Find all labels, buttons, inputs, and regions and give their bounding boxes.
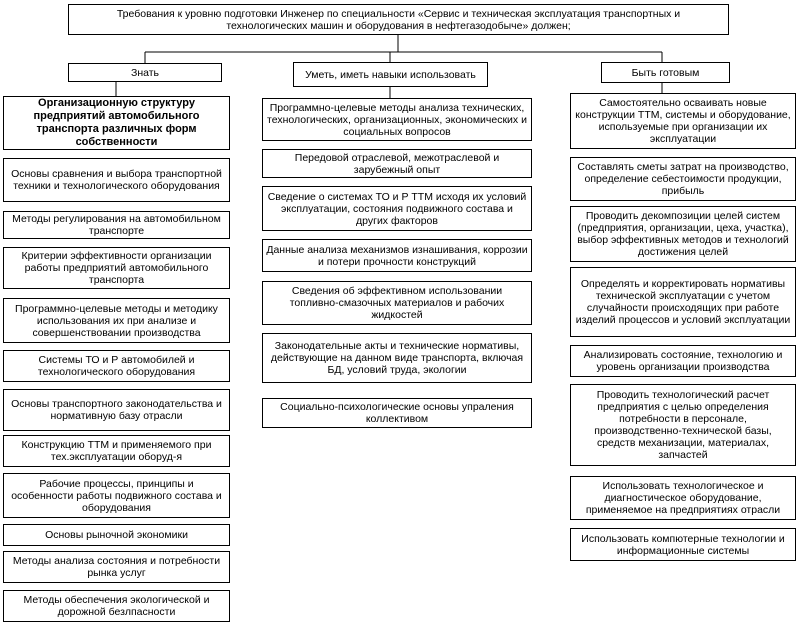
know-item: Системы ТО и Р автомобилей и технологического оборудования xyxy=(3,350,230,382)
know-item: Основы рыночной экономики xyxy=(3,524,230,546)
ready-item: Использовать компютерные технологии и информационные системы xyxy=(570,528,796,561)
able-item: Данные анализа механизмов изнашивания, коррозии и потери прочности конструкций xyxy=(262,239,532,272)
header-ready: Быть готовым xyxy=(601,62,730,83)
ready-item: Проводить декомпозиции целей систем (предприятия, организации, цеха, участка), выбор эффективных методов и технологий достижения целей xyxy=(570,206,796,262)
ready-item: Самостоятельно осваивать новые конструкции ТТМ, системы и оборудование, используемые при организации их эксплуатации xyxy=(570,93,796,149)
able-item: Социально-психологические основы упраления коллективом xyxy=(262,398,532,428)
ready-item: Анализировать состояние, технологию и уровень организации производства xyxy=(570,345,796,377)
ready-item: Использовать технологическое и диагностическое оборудование, применяемое на предприятиях отрасли xyxy=(570,476,796,520)
know-item: Методы анализа состояния и потребности рынка услуг xyxy=(3,551,230,583)
ready-item: Определять и корректировать нормативы технической эксплуатации с учетом случайности происходящих при работе изделий процессов и условий эксплуатации xyxy=(570,267,796,337)
know-item: Организационную структуру предприятий автомобильного транспорта различных форм собственности xyxy=(3,96,230,150)
know-item: Программно-целевые методы и методику использования их при анализе и совершенствовании производства xyxy=(3,298,230,343)
know-item: Конструкцию ТТМ и применяемого при тех.эксплуатации оборуд-я xyxy=(3,435,230,467)
ready-item: Проводить технологический расчет предприятия с целью определения потребности в персонале, производственно-технической базы, средств механизации, материалах, запчастей xyxy=(570,384,796,466)
able-item: Сведения об эффективном использовании топливно-смазочных материалов и рабочих жидкостей xyxy=(262,281,532,325)
know-item: Методы регулирования на автомобильном транспорте xyxy=(3,211,230,239)
able-item: Программно-целевые методы анализа технических, технологических, организационных, экономических и социальных вопросов xyxy=(262,98,532,141)
able-item: Сведение о системах ТО и Р ТТМ исходя их условий эксплуатации, состояния подвижного состава и других факторов xyxy=(262,186,532,231)
able-item: Законодательные акты и технические нормативы, действующие на данном виде транспорта, включая БД, условий труда, экологии xyxy=(262,333,532,383)
know-item: Основы сравнения и выбора транспортной техники и технологического оборудования xyxy=(3,158,230,202)
know-item: Методы обеспечения экологической и дорожной безлпасности xyxy=(3,590,230,622)
know-item: Критерии эффективности организации работы предприятий автомобильного транспорта xyxy=(3,247,230,289)
header-know: Знать xyxy=(68,63,222,82)
know-item: Основы транспортного законодательства и нормативную базу отрасли xyxy=(3,389,230,431)
ready-item: Составлять сметы затрат на производство, определение себестоимости продукции, прибыль xyxy=(570,157,796,201)
header-able: Уметь, иметь навыки использовать xyxy=(293,62,488,87)
know-item: Рабочие процессы, принципы и особенности работы подвижного состава и оборудования xyxy=(3,473,230,518)
able-item: Передовой отраслевой, межотраслевой и зарубежный опыт xyxy=(262,149,532,178)
requirements-title-box: Требования к уровню подготовки Инженер по специальности «Сервис и техническая эксплуатация транспортных и технологических машин и оборудования в нефтегазодобыче» должен; xyxy=(68,4,729,35)
